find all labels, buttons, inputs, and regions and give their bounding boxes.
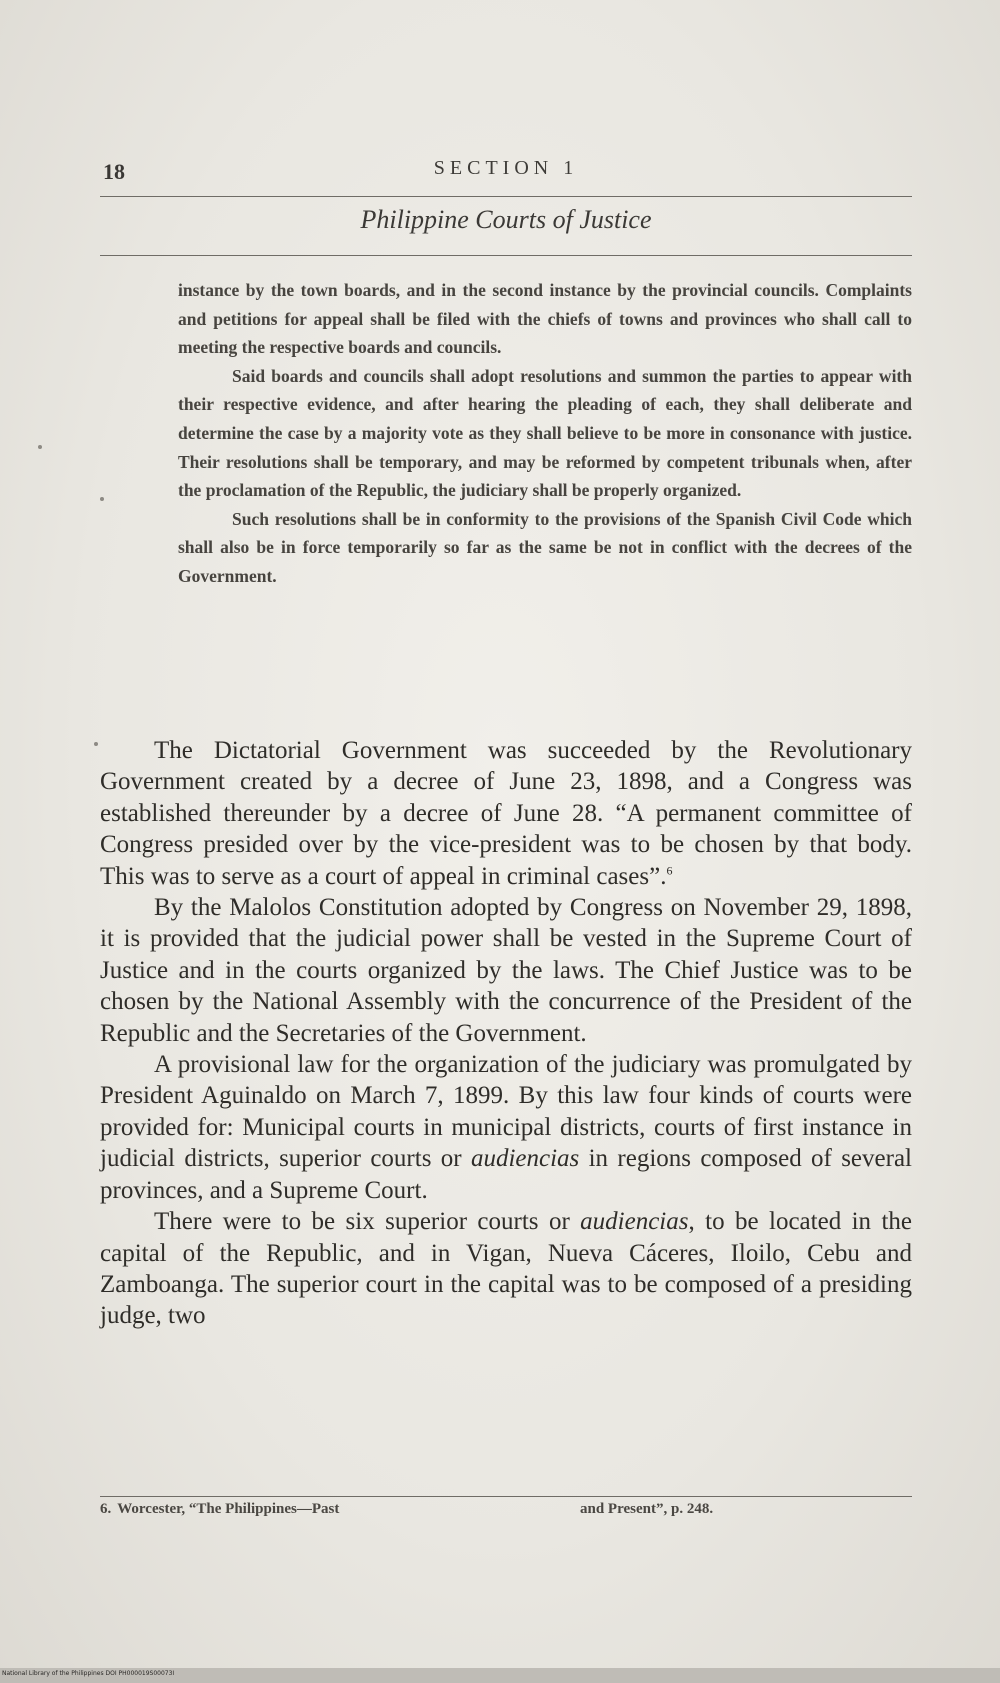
footnote-reference: 6 (666, 863, 673, 878)
footnote-number: 6. (100, 1501, 112, 1517)
quoted-decree-block (178, 276, 912, 591)
body-paragraph: There were to be six superior courts or audiencias, to be located in the capital of the Republic, and in Vigan, Nueva Cáceres, Iloilo, Cebu and Zamboanga. The superior court in the capital was to be composed of a presiding judge, two (100, 1208, 912, 1330)
body-paragraph: The Dictatorial Government was succeeded by the Revolutionary Government created by a decree of June 23, 1898, and a Congress was established thereunder by a decree of June 28. “A permanent committee of Congress presided over by the vice-president was to be chosen by that body. This was to serve as a court of appeal in criminal cases”.$^6$ (100, 737, 912, 890)
page-number: 18 (103, 159, 125, 184)
scan-footer-label: National Library of the Philippines DOI PH000019S00073I (2, 1670, 175, 1677)
page-header (100, 155, 912, 195)
body-text (100, 735, 912, 1332)
footnote (100, 1501, 912, 1518)
title-rule (100, 255, 912, 256)
header-rule (100, 196, 912, 197)
quote-paragraph: Such resolutions shall be in conformity to the provisions of the Spanish Civil Code which shall also be in force temporarily so far as the same be not in conflict with the decrees of the Government. (178, 508, 912, 586)
footnote-text: Worcester, “The Philippines—Past (117, 1501, 340, 1517)
quote-paragraph: instance by the town boards, and in the second instance by the provincial councils. Complaints and petitions for appeal shall be filed with the chiefs of towns and provinces who shall call to meeting the respective boards and councils. (178, 280, 912, 358)
body-paragraph: A provisional law for the organization of the judiciary was promulgated by President Aguinaldo on March 7, 1899. By this law four kinds of courts were provided for: Municipal courts in municipal districts, courts of first instance in judicial districts, superior courts or audiencias in regions composed of several provinces, and a Supreme Court. (100, 1051, 912, 1204)
footnote-text-continued: and Present”, p. 248. (580, 1501, 714, 1517)
scan-footer-bar (0, 1668, 1000, 1683)
running-title: Philippine Courts of Justice (360, 205, 652, 234)
body-paragraph: By the Malolos Constitution adopted by Congress on November 29, 1898, it is provided that the judicial power shall be vested in the Supreme Court of Justice and in the courts organized by the laws. The Chief Justice was to be chosen by the National Assembly with the concurrence of the President of the Republic and the Secretaries of the Government. (100, 894, 912, 1047)
quote-paragraph: Said boards and councils shall adopt resolutions and summon the parties to appear with their respective evidence, and after hearing the pleading of each, they shall deliberate and determine the case by a majority vote as they shall believe to be more in consonance with justice. Their resolutions shall be temporary, and may be reformed by competent tribunals when, after the proclamation of the Republic, the judiciary shall be properly organized. (178, 365, 912, 501)
section-label: SECTION 1 (433, 157, 579, 179)
scan-speck (94, 742, 98, 746)
scan-speck (38, 445, 42, 449)
italic-term: audiencias (470, 1145, 580, 1173)
footnote-rule (100, 1496, 912, 1497)
scan-speck (100, 497, 104, 501)
italic-term: audiencias (580, 1208, 689, 1236)
